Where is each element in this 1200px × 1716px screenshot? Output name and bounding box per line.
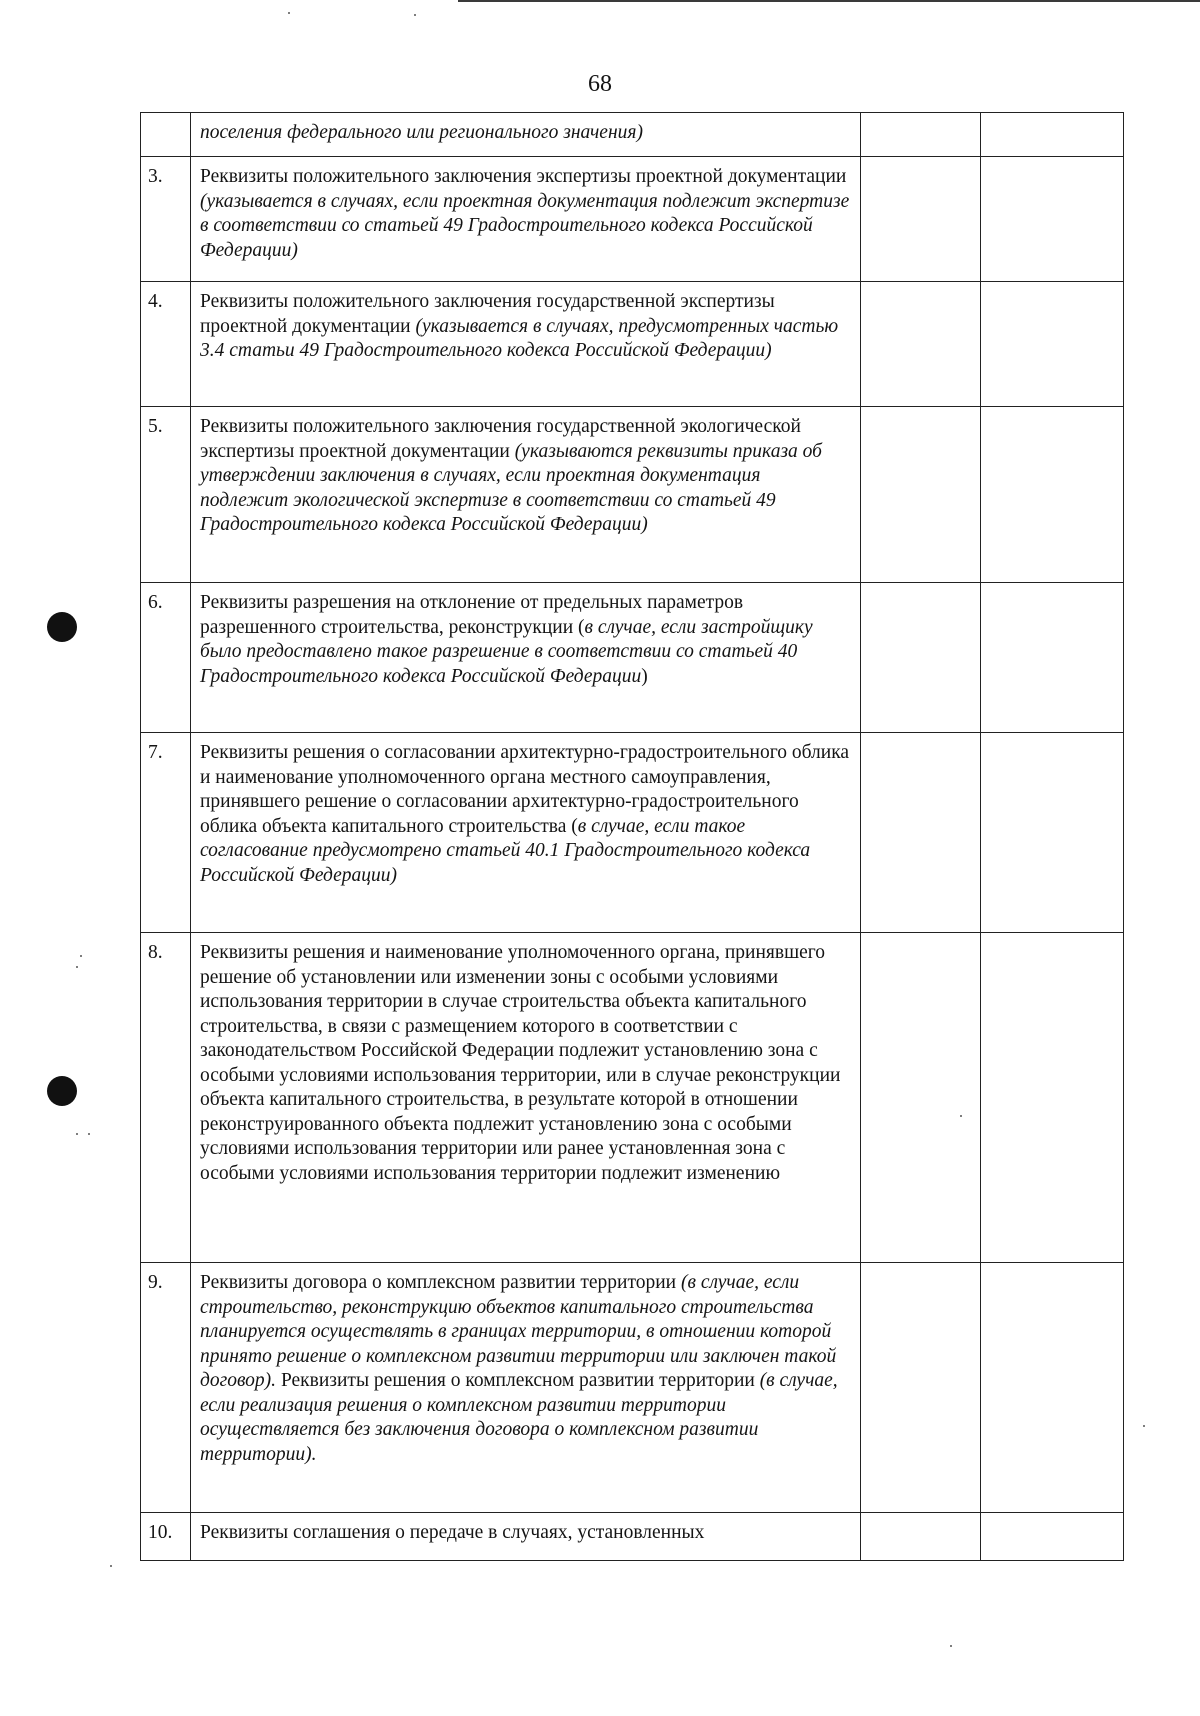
table-row — [141, 113, 1124, 157]
table-row — [141, 1263, 1124, 1513]
description-text: Реквизиты положительного заключения экспертизы проектной документации — [200, 166, 847, 187]
empty-note-cell — [981, 282, 1124, 407]
page-number: 68 — [588, 71, 612, 97]
row-description-cell — [191, 733, 861, 933]
scan-speck — [950, 1645, 952, 1647]
row-number: 9. — [148, 1272, 163, 1293]
empty-value-cell — [861, 1513, 981, 1561]
scan-speck — [110, 1565, 112, 1567]
empty-value-cell — [861, 933, 981, 1263]
row-description-cell — [191, 1513, 861, 1561]
scan-speck — [76, 1133, 78, 1135]
table-row — [141, 407, 1124, 583]
row-description-cell — [191, 282, 861, 407]
description-text: Реквизиты договора о комплексном развитии территории — [200, 1272, 681, 1293]
description-text: Реквизиты положительного заключения государственной экспертизы проектной документации — [200, 291, 775, 337]
description-text: ) — [641, 665, 648, 687]
table-row — [141, 1513, 1124, 1561]
empty-value-cell — [861, 1263, 981, 1513]
description-note-italic: в случае, если такое согласование предусмотрено статьей 40.1 Градостроительного кодекса Российской Федерации) — [200, 815, 811, 886]
table-row — [141, 583, 1124, 733]
row-number-cell — [141, 733, 191, 933]
row-number: 3. — [148, 166, 163, 187]
scan-border-line — [458, 0, 1200, 2]
description-note-italic: (в случае, если строительство, реконструкцию объектов капитального строительства планируется осуществлять в границах территории, в отношении которой принято решение о комплексном развитии территории или заключен такой договор). — [200, 1272, 837, 1391]
row-description-cell — [191, 407, 861, 583]
row-number-cell — [141, 157, 191, 282]
table-row — [141, 157, 1124, 282]
description-note-italic: поселения федерального или регионального значения) — [200, 122, 643, 143]
table-body — [141, 113, 1124, 1561]
row-description-cell — [191, 933, 861, 1263]
row-number-cell — [141, 407, 191, 583]
description-note-italic: в случае, если застройщику было предоставлено такое разрешение в соответствии со статьей 40 Градостроительного кодекса Российской Федерации — [200, 616, 813, 687]
row-number: 8. — [148, 942, 163, 963]
row-number: 6. — [148, 592, 163, 613]
description-text: Реквизиты разрешения на отклонение от предельных параметров разрешенного строительства, реконструкции ( — [200, 592, 744, 638]
row-number-cell — [141, 282, 191, 407]
empty-value-cell — [861, 282, 981, 407]
empty-note-cell — [981, 407, 1124, 583]
scan-speck — [76, 966, 78, 968]
table-row — [141, 282, 1124, 407]
table-row — [141, 933, 1124, 1263]
requisites-table — [140, 112, 1124, 1561]
empty-value-cell — [861, 733, 981, 933]
row-number-cell — [141, 583, 191, 733]
punch-hole-lower — [47, 1076, 77, 1106]
row-number: 5. — [148, 416, 163, 437]
description-text: Реквизиты решения и наименование уполномоченного органа, принявшего решение об установлении или изменении зоны с особыми условиями использования территории в случае строительства объекта капитального строительства, в связи с размещением которого в соответствии с законодательством Российской Федерации подлежит установлению зона с особыми условиями использования территории, или в случае реконструкции объекта капитального строительства, в результате которой в отношении реконструированного объекта подлежит установлению зона с особыми условиями использования территории или ранее установленная зона с особыми условиями использования территории подлежит изменению — [200, 942, 841, 1184]
empty-note-cell — [981, 583, 1124, 733]
table-row — [141, 733, 1124, 933]
row-number-cell — [141, 933, 191, 1263]
row-description-cell — [191, 583, 861, 733]
description-text: Реквизиты решения о согласовании архитектурно-градостроительного облика и наименование уполномоченного органа местного самоуправления, принявшего решение о согласовании архитектурно-градостроительного облика объекта капитального строительства ( — [200, 742, 850, 837]
description-note-italic: (в случае, если реализация решения о комплексном развитии территории осуществляется без заключения договора о комплексном развитии территории). — [200, 1370, 838, 1465]
empty-note-cell — [981, 113, 1124, 157]
description-text: Реквизиты решения о комплексном развитии территории — [276, 1370, 760, 1391]
row-number-cell — [141, 1513, 191, 1561]
description-text: Реквизиты положительного заключения государственной экологической экспертизы проектной документации — [200, 416, 801, 462]
description-note-italic: (указывается в случаях, предусмотренных частью 3.4 статьи 49 Градостроительного кодекса Российской Федерации) — [200, 315, 839, 361]
description-text: Реквизиты соглашения о передаче в случаях, установленных — [200, 1522, 705, 1543]
punch-hole-upper — [47, 612, 77, 642]
row-description-cell — [191, 1263, 861, 1513]
scan-speck — [1143, 1425, 1145, 1427]
empty-note-cell — [981, 157, 1124, 282]
empty-note-cell — [981, 733, 1124, 933]
scan-speck — [288, 12, 290, 14]
description-note-italic: (указывается в случаях, если проектная документация подлежит экспертизе в соответствии со статьей 49 Градостроительного кодекса Российской Федерации) — [200, 190, 850, 261]
empty-note-cell — [981, 1263, 1124, 1513]
description-note-italic: (указываются реквизиты приказа об утверждении заключения в случаях, если проектная документация подлежит экологической экспертизе в соответствии со статьей 49 Градостроительного кодекса Российской Федерации) — [200, 440, 822, 535]
empty-value-cell — [861, 157, 981, 282]
scan-speck — [414, 14, 416, 16]
row-number: 4. — [148, 291, 163, 312]
row-number-cell — [141, 1263, 191, 1513]
row-description-cell — [191, 113, 861, 157]
row-number: 7. — [148, 742, 163, 763]
row-description-cell — [191, 157, 861, 282]
empty-note-cell — [981, 1513, 1124, 1561]
empty-value-cell — [861, 113, 981, 157]
scan-speck — [88, 1133, 90, 1135]
scan-speck — [80, 955, 82, 957]
row-number-cell — [141, 113, 191, 157]
row-number: 10. — [148, 1522, 173, 1543]
empty-note-cell — [981, 933, 1124, 1263]
empty-value-cell — [861, 583, 981, 733]
empty-value-cell — [861, 407, 981, 583]
